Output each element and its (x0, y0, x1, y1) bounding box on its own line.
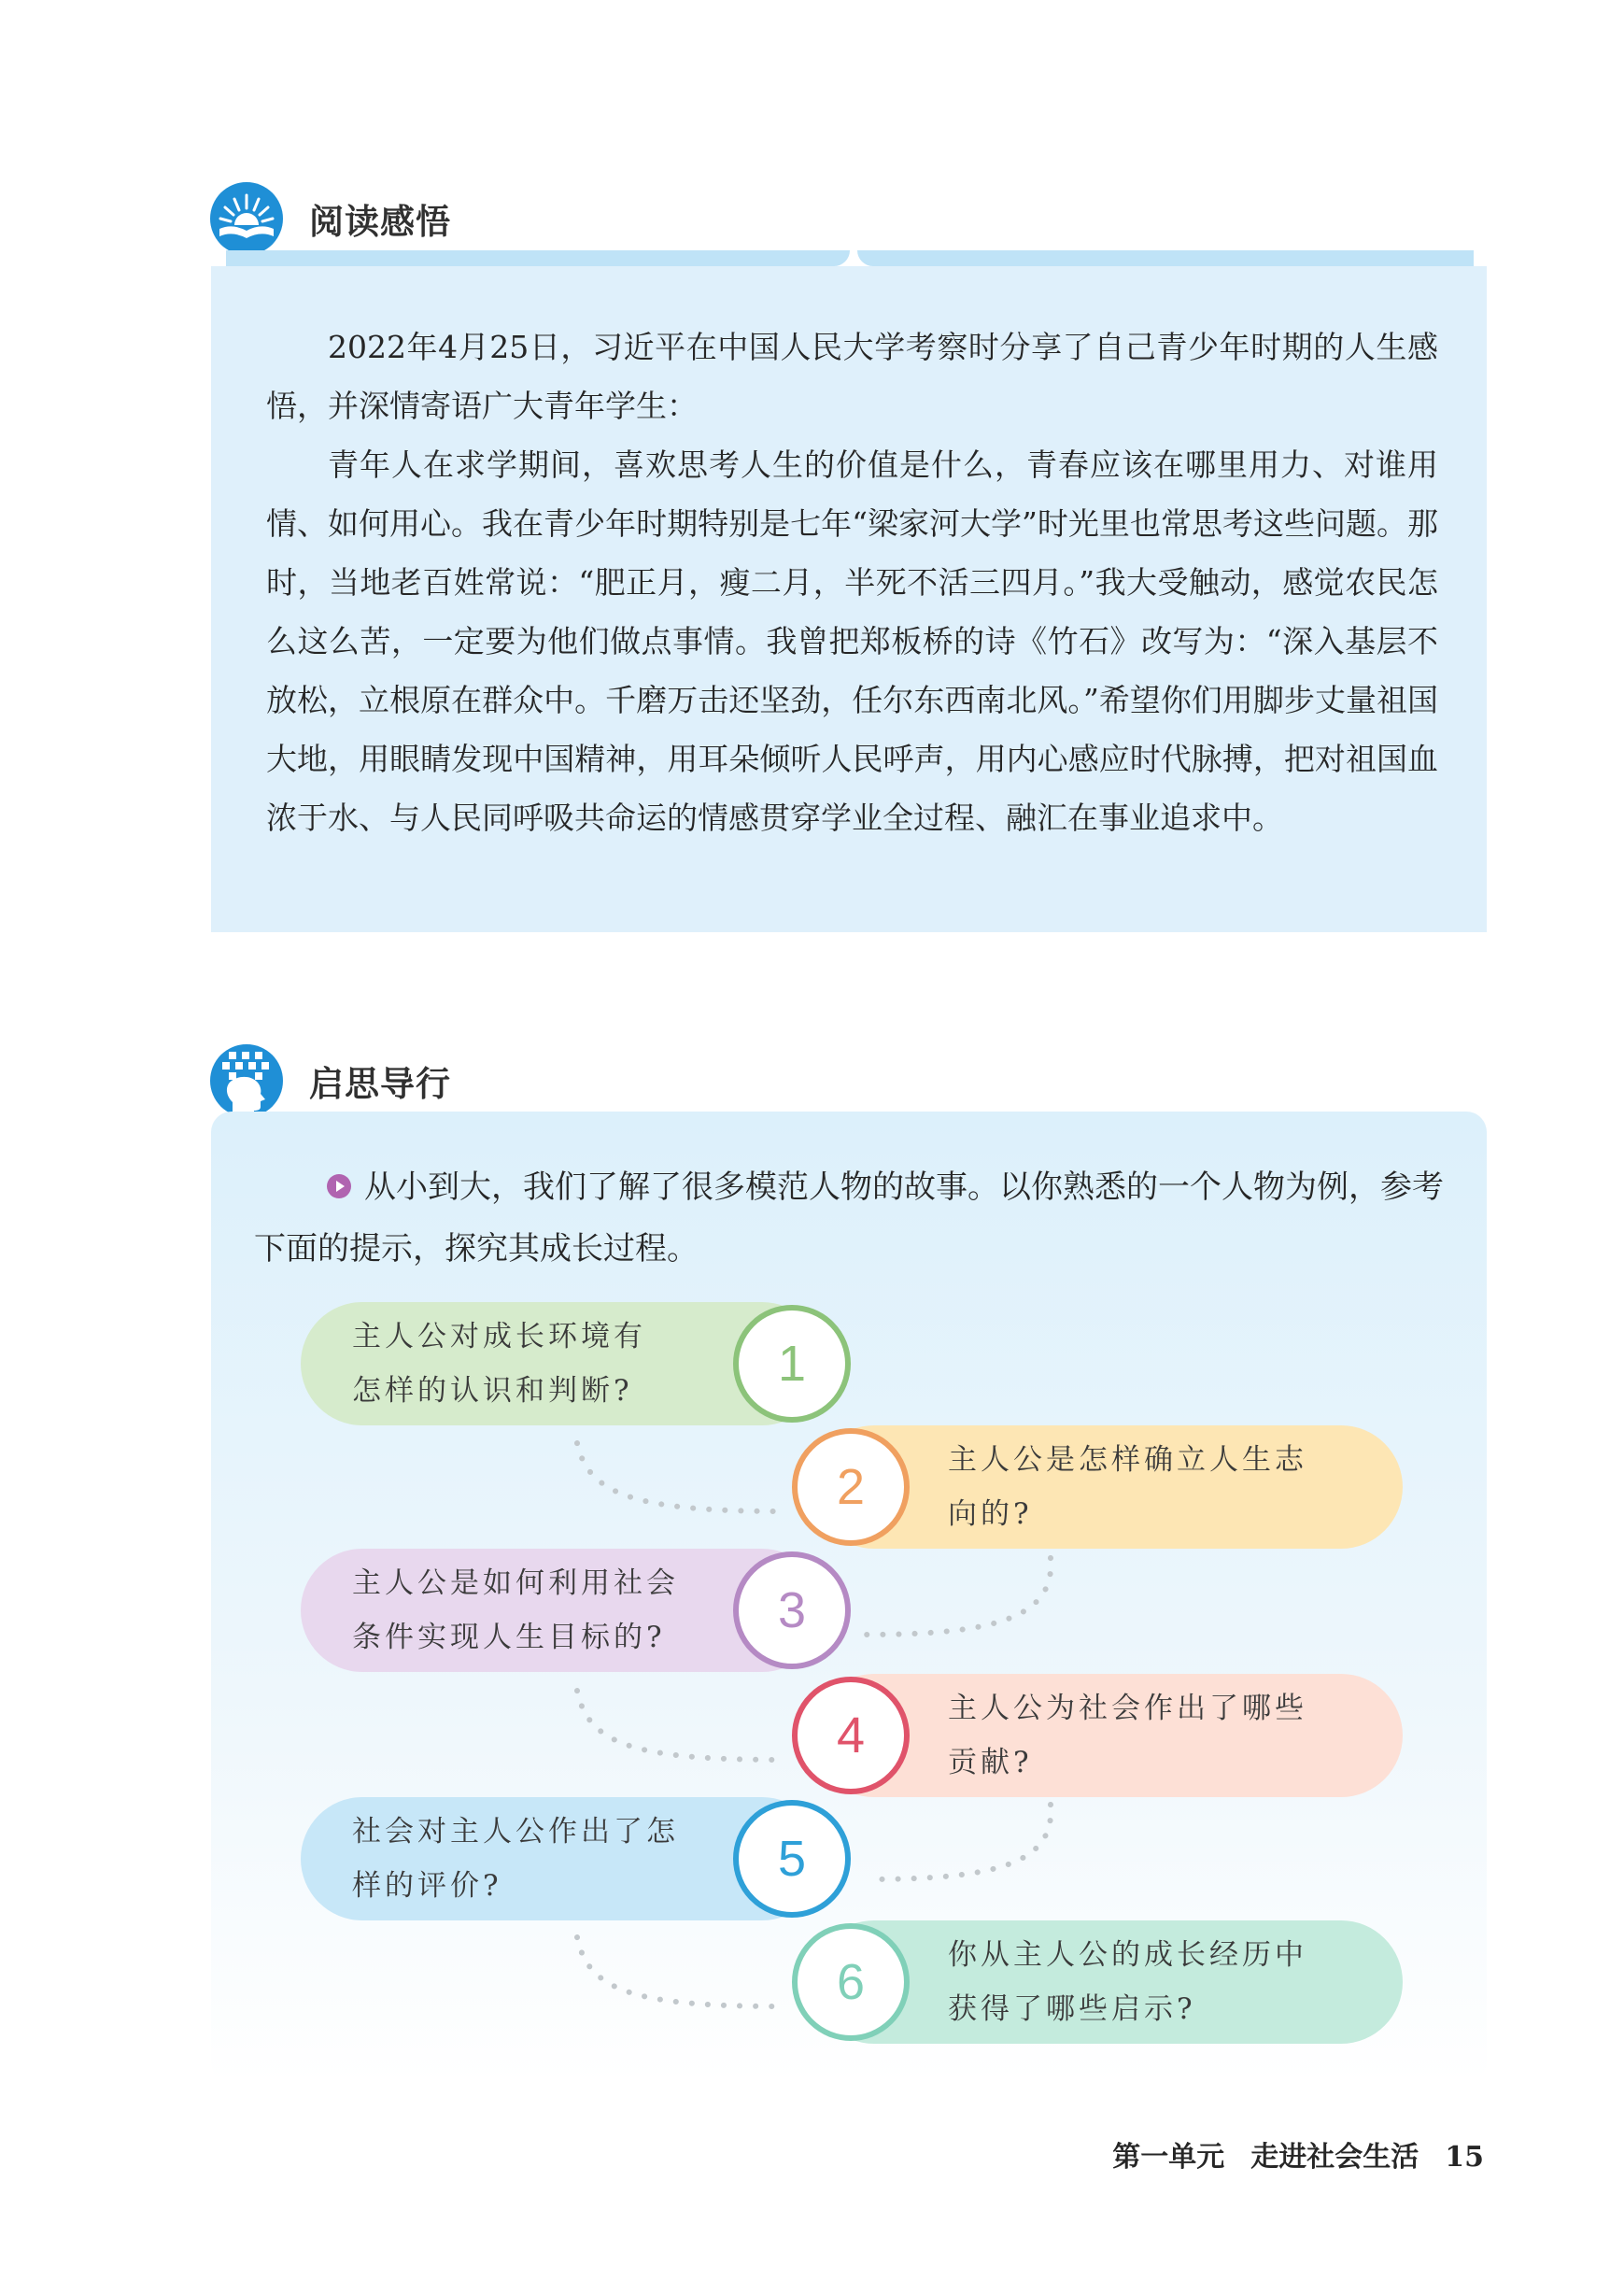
step-2-number: 2 (792, 1428, 910, 1546)
step-1-line-2: 怎样的认识和判断? (352, 1374, 633, 1408)
guide-prompt-text: 从小到大，我们了解了很多模范人物的故事。以你熟悉的一个人物为例，参考下面的提示，探究其成长过程。 (254, 1169, 1444, 1268)
step-4-number: 4 (792, 1677, 910, 1794)
section-title-reading: 阅读感悟 (309, 202, 451, 242)
step-5-line-2: 样的评价? (352, 1869, 502, 1903)
reading-paragraph-1: 2022年4月25日，习近平在中国人民大学考察时分享了自己青少年时期的人生感悟，并深情寄语广大青年学生： (266, 329, 1438, 424)
step-6-line-2: 获得了哪些启示? (948, 1992, 1196, 2026)
page-number: 15 (1445, 2141, 1484, 2174)
step-2-line-1: 主人公是怎样确立人生志 (948, 1443, 1307, 1477)
step-5-number: 5 (733, 1800, 851, 1918)
reading-paragraph-2: 青年人在求学期间，喜欢思考人生的价值是什么，青春应该在哪里用力、对谁用情、如何用心。我在青少年时期特别是七年“梁家河大学”时光里也常思考这些问题。那时，当地老百姓常说：“肥正月，瘦二月，半死不活三四月。”我大受触动，感觉农民怎么这么苦，一定要为他们做点事情。我曾把郑板桥的诗《竹石》改写为：“深入基层不放松，立根原在群众中。千磨万击还坚劲，任尔东西南北风。”希望你们用脚步丈量祖国大地，用眼睛发现中国精神，用耳朵倾听人民呼声，用内心感应时代脉搏，把对祖国血浓于水、与人民同呼吸共命运的情感贯穿学业全过程、融汇在事业追求中。 (266, 446, 1438, 836)
step-6-number: 6 (792, 1923, 910, 2041)
page-footer (1086, 2133, 1484, 2175)
step-5-line-1: 社会对主人公作出了怎 (352, 1815, 679, 1849)
section-title-guide: 启思导行 (309, 1064, 451, 1104)
step-1-number: 1 (733, 1305, 851, 1423)
step-3-line-2: 条件实现人生目标的? (352, 1621, 666, 1654)
step-4-line-1: 主人公为社会作出了哪些 (948, 1692, 1307, 1725)
step-2-line-2: 向的? (948, 1497, 1033, 1531)
step-6-line-1: 你从主人公的成长经历中 (948, 1938, 1307, 1972)
step-3-number: 3 (733, 1551, 851, 1669)
footer-unit: 第一单元 (1112, 2141, 1225, 2174)
step-1-line-1: 主人公对成长环境有 (352, 1320, 646, 1353)
footer-title: 走进社会生活 (1250, 2141, 1419, 2174)
step-3-line-1: 主人公是如何利用社会 (352, 1566, 679, 1600)
step-4-line-2: 贡献? (948, 1746, 1033, 1779)
